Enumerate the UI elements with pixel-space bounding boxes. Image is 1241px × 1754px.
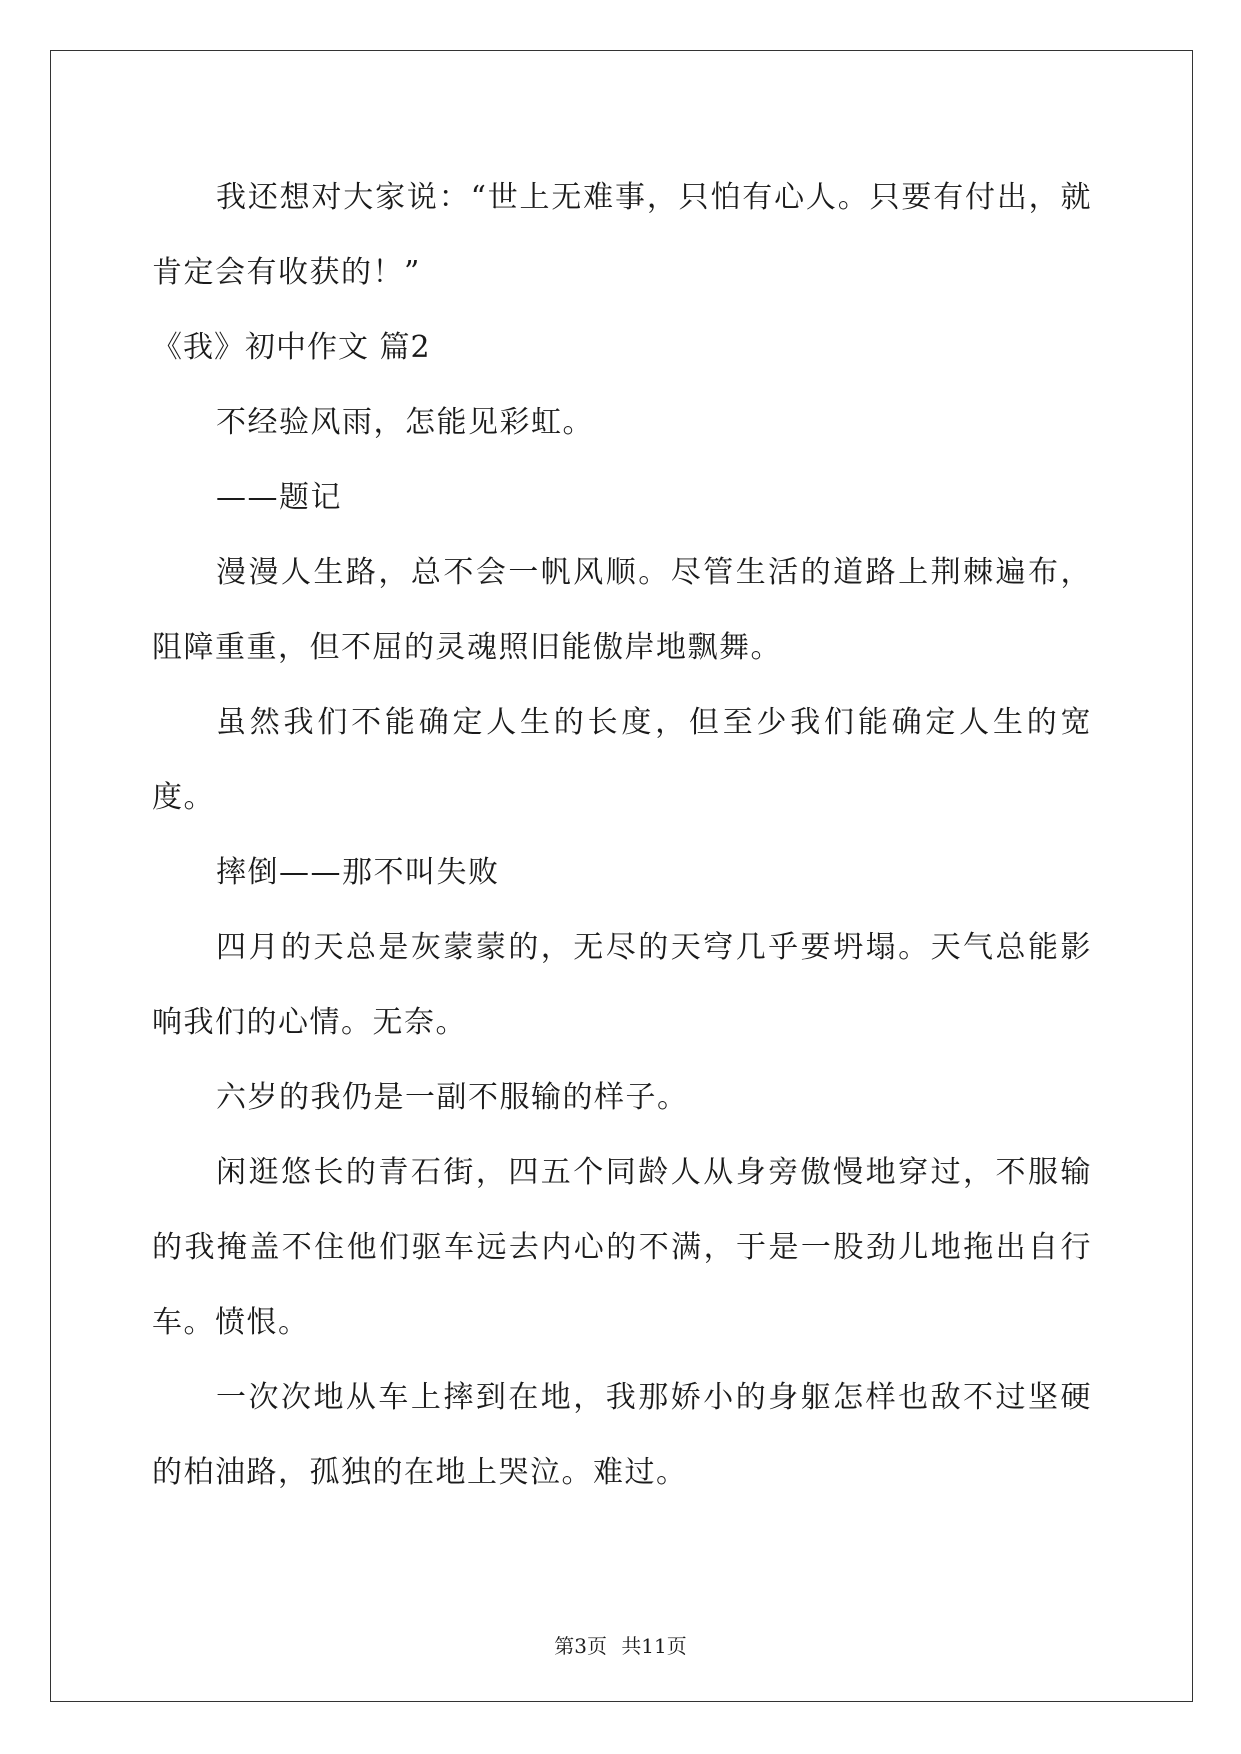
page-footer — [0, 1630, 1241, 1659]
paragraph: 漫漫人生路，总不会一帆风顺。尽管生活的道路上荆棘遍布，阻障重重，但不屈的灵魂照旧能傲岸地飘舞。 — [152, 555, 1092, 665]
epigraph-attribution: ——题记 — [216, 480, 342, 515]
section-heading: 《我》初中作文 篇2 — [152, 330, 431, 365]
paragraph: 闲逛悠长的青石街，四五个同龄人从身旁傲慢地穿过，不服输的我掩盖不住他们驱车远去内心的不满，于是一股劲儿地拖出自行车。愤恨。 — [152, 1155, 1092, 1340]
paragraph: 四月的天总是灰蒙蒙的，无尽的天穹几乎要坍塌。天气总能影响我们的心情。无奈。 — [152, 930, 1092, 1040]
page-number: 第3页 — [554, 1634, 607, 1658]
paragraph: 我还想对大家说：“世上无难事，只怕有心人。只要有付出，就肯定会有收获的！” — [152, 180, 1092, 290]
page-total: 共11页 — [621, 1634, 687, 1658]
paragraph: 虽然我们不能确定人生的长度，但至少我们能确定人生的宽度。 — [152, 705, 1092, 815]
document-body — [152, 160, 1092, 1510]
paragraph: 六岁的我仍是一副不服输的样子。 — [216, 1080, 689, 1115]
subheading: 摔倒——那不叫失败 — [216, 855, 500, 890]
paragraph: 一次次地从车上摔到在地，我那娇小的身躯怎样也敌不过坚硬的柏油路，孤独的在地上哭泣。难过。 — [152, 1380, 1092, 1490]
paragraph: 不经验风雨，怎能见彩虹。 — [216, 405, 594, 440]
